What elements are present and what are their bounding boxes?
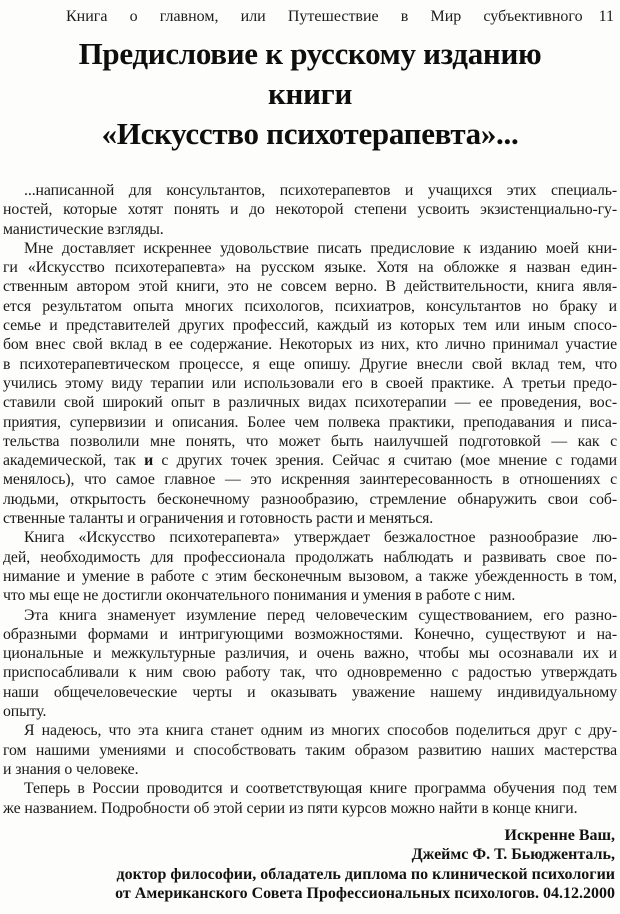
signature-line: от Американского Совета Профессиональных психологов. 04.12.2000 — [115, 885, 615, 903]
paragraph — [3, 239, 617, 528]
body-line: в психотерапевтическом процессе, я еще опишу. Другие внесли свой вклад тем, что — [3, 355, 617, 373]
paragraph — [3, 779, 617, 818]
body-line: дей, необходимость для профессионала продолжать наблюдать и развивать свое по- — [3, 548, 617, 566]
body-line: ги «Искусство психотерапевта» на русском языке. Хотя на обложке я назван един- — [3, 259, 617, 277]
body-line: ностей, которые хотят понять и до некоторой степени усвоить экзистенциально-гу- — [3, 201, 617, 219]
body-line: образными формами и интригующими возможностями. Конечно, существуют и на- — [3, 625, 617, 643]
body-line: манистические взгляды. — [3, 220, 164, 238]
paragraph — [3, 181, 617, 239]
body-line: же названием. Подробности об этой серии из пяти курсов можно найти в конце книги. — [3, 799, 578, 817]
body-line: нимание и умение в работе с этим бесконечным вызовом, а также убежденность в том, — [3, 567, 617, 585]
body-line: Книга «Искусство психотерапевта» утверждает безжалостное разнообразие лю- — [24, 529, 617, 547]
chapter-title-line: Предисловие к русскому изданию — [78, 36, 542, 71]
body-line: академической, так и с других точек зрения. Сейчас я считаю (мое мнение с годами — [3, 452, 617, 470]
body-line: учились этому виду терапии или использовали его в своей практике. А третьи предо- — [3, 374, 617, 392]
body-line: циональные и межкультурные различия, и очень важно, чтобы мы осознавали их и — [3, 645, 617, 663]
body-line: Мне доставляет искреннее удовольствие писать предисловие к изданию моей кни- — [24, 239, 617, 257]
body-line: приятия, супервизии и описания. Более чем полвека практики, преподавания и писа- — [3, 413, 617, 431]
body-line: Эта книга знаменует изумление перед человеческим существованием, его разно- — [24, 606, 617, 624]
body-line: ...написанной для консультантов, психотерапевтов и учащихся этих специаль- — [24, 182, 617, 199]
body-line: Теперь в России проводится и соответствующая книге программа обучения под тем — [24, 780, 617, 798]
signature-line: Джеймс Ф. Т. Бьюдженталь, — [411, 846, 615, 864]
body-text — [0, 181, 620, 818]
signature-line: доктор философии, обладатель диплома по клинической психологии — [116, 865, 615, 883]
body-line: наши общечеловеческие черты и оказывать уважение нашему индивидуальному — [3, 683, 617, 701]
paragraph — [3, 606, 617, 722]
body-line: приспосабливали к ним свою работу так, что одновременно с радостью утверждать — [3, 664, 617, 682]
body-line: ственные таланты и ограничения и готовность расти и меняться. — [3, 510, 434, 528]
body-line: опыту. — [3, 703, 47, 721]
body-line: тельства позволили мне понять, что может быть наилучшей подготовкой — как с — [3, 432, 617, 450]
body-line: бом внес свой вклад в ее содержание. Некоторых из них, кто лично принимал участие — [3, 336, 617, 354]
paragraph — [3, 528, 617, 605]
chapter-title-line: книги — [267, 76, 353, 111]
body-line: людьми, открытость бесконечному разнообразию, стремление обнаружить свои соб- — [3, 490, 617, 508]
body-line: ется результатом опыта многих психологов, психиатров, консультантов но браку и — [3, 297, 617, 315]
body-line: менялось), что самое главное — это искренняя заинтересованность в отношениях с — [3, 471, 617, 489]
chapter-title — [0, 34, 620, 154]
body-line: ставили свой широкий опыт в различных видах психотерапии — ее проведения, вос- — [3, 394, 617, 412]
body-line: гом нашими умениями и способствовать таким образом развитию наших мастерства — [3, 741, 617, 759]
running-head-title: Книга о главном, или Путешествие в Мир субъективного — [66, 8, 583, 25]
signature-block — [0, 826, 620, 904]
body-line: и знания о человеке. — [3, 760, 139, 778]
running-head — [0, 0, 620, 26]
signature-line: Искренне Ваш, — [504, 826, 615, 844]
chapter-title-line: «Искусство психотерапевта»... — [101, 116, 519, 151]
body-line: Я надеюсь, что эта книга станет одним из многих способов поделиться друг с дру- — [24, 722, 617, 740]
body-line: семье и представителей других профессий, каждый из которых тем или иным спосо- — [3, 317, 617, 335]
body-line: ственным автором этой книги, это не совсем верно. В действительности, книга явля- — [3, 278, 617, 296]
page-number: 11 — [598, 8, 614, 25]
body-line: что мы еще не достигли окончательного понимания и умения в работе с ним. — [3, 587, 516, 605]
paragraph — [3, 721, 617, 779]
